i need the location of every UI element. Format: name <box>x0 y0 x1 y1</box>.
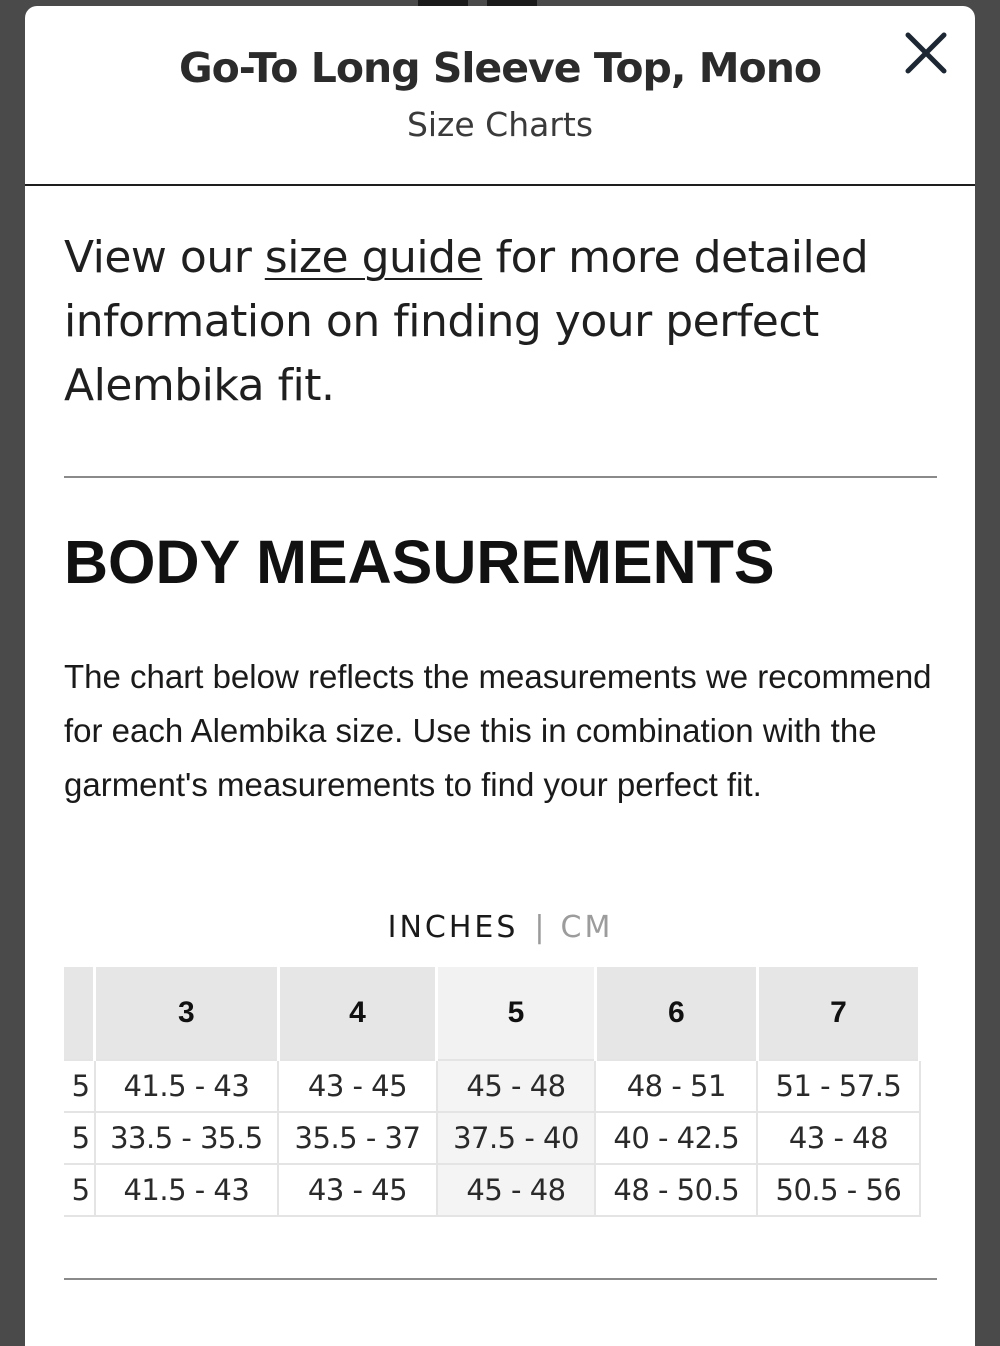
unit-separator: | <box>534 910 545 945</box>
unit-toggle <box>64 904 937 952</box>
section-description: The chart below reflects the measurements we recommend for each Alembika size. Use this in combination with the garment's measurements to find your perfect fit. <box>64 658 932 803</box>
table-cell: 51 - 57.5 <box>757 1060 919 1112</box>
table-cell: 5 <box>64 1060 95 1112</box>
table-cell: 41.5 - 43 <box>95 1164 279 1216</box>
table-cell: 48 - 51 <box>595 1060 757 1112</box>
table-cell: 43 - 45 <box>278 1164 437 1216</box>
table-row <box>64 1112 920 1164</box>
modal-header <box>25 6 975 186</box>
table-cell: 43 - 45 <box>278 1060 437 1112</box>
table-header-cell: 4 <box>278 967 437 1060</box>
product-title: Go-To Long Sleeve Top, Mono <box>178 44 822 92</box>
size-chart-modal <box>25 6 975 1346</box>
intro-text <box>64 226 937 418</box>
table-cell: 33.5 - 35.5 <box>95 1112 279 1164</box>
intro-text-before: View our <box>64 232 265 283</box>
table-cell: 41.5 - 43 <box>95 1060 279 1112</box>
modal-subtitle: Size Charts <box>406 105 594 144</box>
table-cell: 43 - 48 <box>757 1112 919 1164</box>
close-button[interactable] <box>903 30 949 76</box>
table-cell: 45 - 48 <box>437 1060 596 1112</box>
table-header-row <box>64 967 920 1060</box>
table-cell: 48 - 50.5 <box>595 1164 757 1216</box>
table-header-cell <box>64 967 95 1060</box>
table-cell: 37.5 - 40 <box>437 1112 596 1164</box>
section-divider-top <box>64 476 937 478</box>
section-heading: BODY MEASUREMENTS <box>64 528 775 596</box>
close-icon <box>903 30 949 76</box>
table-cell: 45 - 48 <box>437 1164 596 1216</box>
table-header-cell: 6 <box>595 967 757 1060</box>
table-cell: 35.5 - 37 <box>278 1112 437 1164</box>
table-cell: 5 <box>64 1112 95 1164</box>
unit-inches-option[interactable]: INCHES <box>387 910 519 945</box>
table-header-cell: 7 <box>757 967 919 1060</box>
table-cell: 50.5 - 56 <box>757 1164 919 1216</box>
table-cell: 5 <box>64 1164 95 1216</box>
size-table <box>64 967 921 1217</box>
table-row <box>64 1060 920 1112</box>
section-divider-bottom <box>64 1278 937 1280</box>
table-header-cell: 3 <box>95 967 279 1060</box>
size-guide-link[interactable]: size guide <box>264 232 483 283</box>
size-table-scroll[interactable] <box>64 967 937 1219</box>
table-row <box>64 1164 920 1216</box>
unit-cm-option[interactable]: CM <box>560 910 614 945</box>
table-cell: 40 - 42.5 <box>595 1112 757 1164</box>
intro-text-after: for more detailed information on finding your perfect Alembika fit. <box>64 232 869 411</box>
table-header-cell: 5 <box>437 967 596 1060</box>
